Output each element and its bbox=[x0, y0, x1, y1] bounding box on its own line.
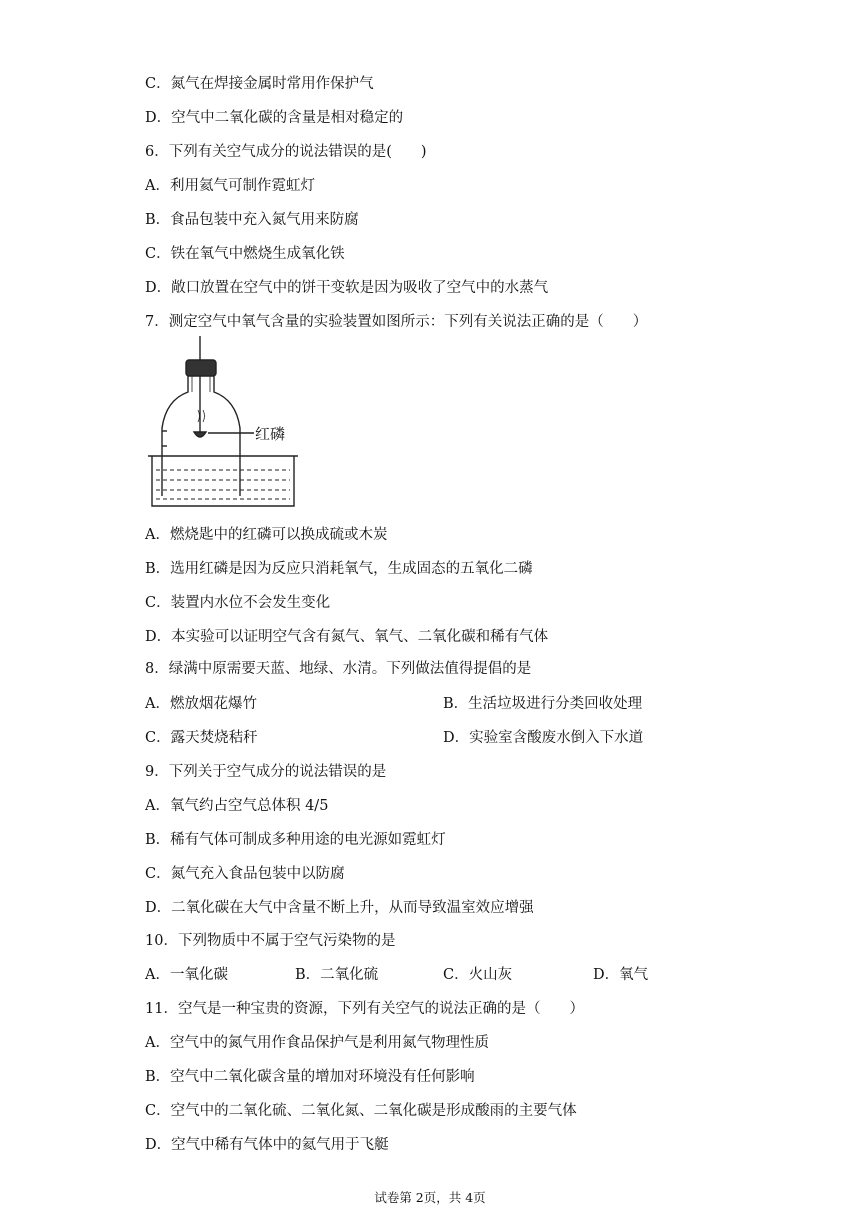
option-d: D．空气中稀有气体中的氦气用于飞艇 bbox=[145, 1137, 389, 1153]
option-d: D．敞口放置在空气中的饼干变软是因为吸收了空气中的水蒸气 bbox=[145, 280, 549, 296]
option-d: D．空气中二氧化碳的含量是相对稳定的 bbox=[145, 110, 404, 126]
option-c: C．空气中的二氧化硫、二氧化氮、二氧化碳是形成酸雨的主要气体 bbox=[145, 1103, 577, 1119]
apparatus-figure bbox=[148, 336, 298, 512]
option-d: D．本实验可以证明空气含有氮气、氧气、二氧化碳和稀有气体 bbox=[145, 629, 549, 645]
option-d: D．二氧化碳在大气中含量不断上升，从而导致温室效应增强 bbox=[145, 900, 534, 916]
option-c: C．铁在氧气中燃烧生成氧化铁 bbox=[145, 246, 345, 262]
option-c: C．氮气充入食品包装中以防腐 bbox=[145, 866, 345, 882]
question-stem: 11．空气是一种宝贵的资源，下列有关空气的说法正确的是（ ） bbox=[145, 1001, 584, 1017]
figure-label-red-phosphorus: 红磷 bbox=[255, 425, 286, 443]
option-c: C．露天焚烧秸秆 bbox=[145, 730, 258, 746]
option-b: B．二氧化硫 bbox=[295, 967, 379, 983]
option-b: B．食品包装中充入氮气用来防腐 bbox=[145, 212, 359, 228]
question-stem: 6．下列有关空气成分的说法错误的是( ) bbox=[145, 144, 427, 160]
option-a: A．燃放烟花爆竹 bbox=[145, 696, 257, 712]
option-c: C．氮气在焊接金属时常用作保护气 bbox=[145, 76, 374, 92]
option-a: A．燃烧匙中的红磷可以换成硫或木炭 bbox=[145, 527, 388, 543]
option-a: A．空气中的氮气用作食品保护气是利用氮气物理性质 bbox=[145, 1035, 489, 1051]
question-stem: 7．测定空气中氧气含量的实验装置如图所示：下列有关说法正确的是（ ） bbox=[145, 314, 648, 330]
question-stem: 8．绿满中原需要天蓝、地绿、水清。下列做法值得提倡的是 bbox=[145, 661, 532, 677]
option-d: D．实验室含酸废水倒入下水道 bbox=[443, 730, 644, 746]
option-b: B．生活垃圾进行分类回收处理 bbox=[443, 696, 643, 712]
option-a: A．利用氦气可制作霓虹灯 bbox=[145, 178, 315, 194]
option-a: A．一氧化碳 bbox=[145, 967, 228, 983]
option-c: C．火山灰 bbox=[443, 967, 513, 983]
question-stem: 10．下列物质中不属于空气污染物的是 bbox=[145, 933, 396, 949]
option-b: B．空气中二氧化碳含量的增加对环境没有任何影响 bbox=[145, 1069, 475, 1085]
option-a: A．氧气约占空气总体积 4/5 bbox=[145, 798, 329, 814]
option-d: D．氧气 bbox=[593, 967, 649, 983]
page-footer: 试卷第 2页，共 4页 bbox=[374, 1190, 486, 1205]
option-b: B．选用红磷是因为反应只消耗氧气，生成固态的五氧化二磷 bbox=[145, 561, 533, 577]
question-stem: 9．下列关于空气成分的说法错误的是 bbox=[145, 764, 387, 780]
option-c: C．装置内水位不会发生变化 bbox=[145, 595, 331, 611]
option-b: B．稀有气体可制成多种用途的电光源如霓虹灯 bbox=[145, 832, 446, 848]
